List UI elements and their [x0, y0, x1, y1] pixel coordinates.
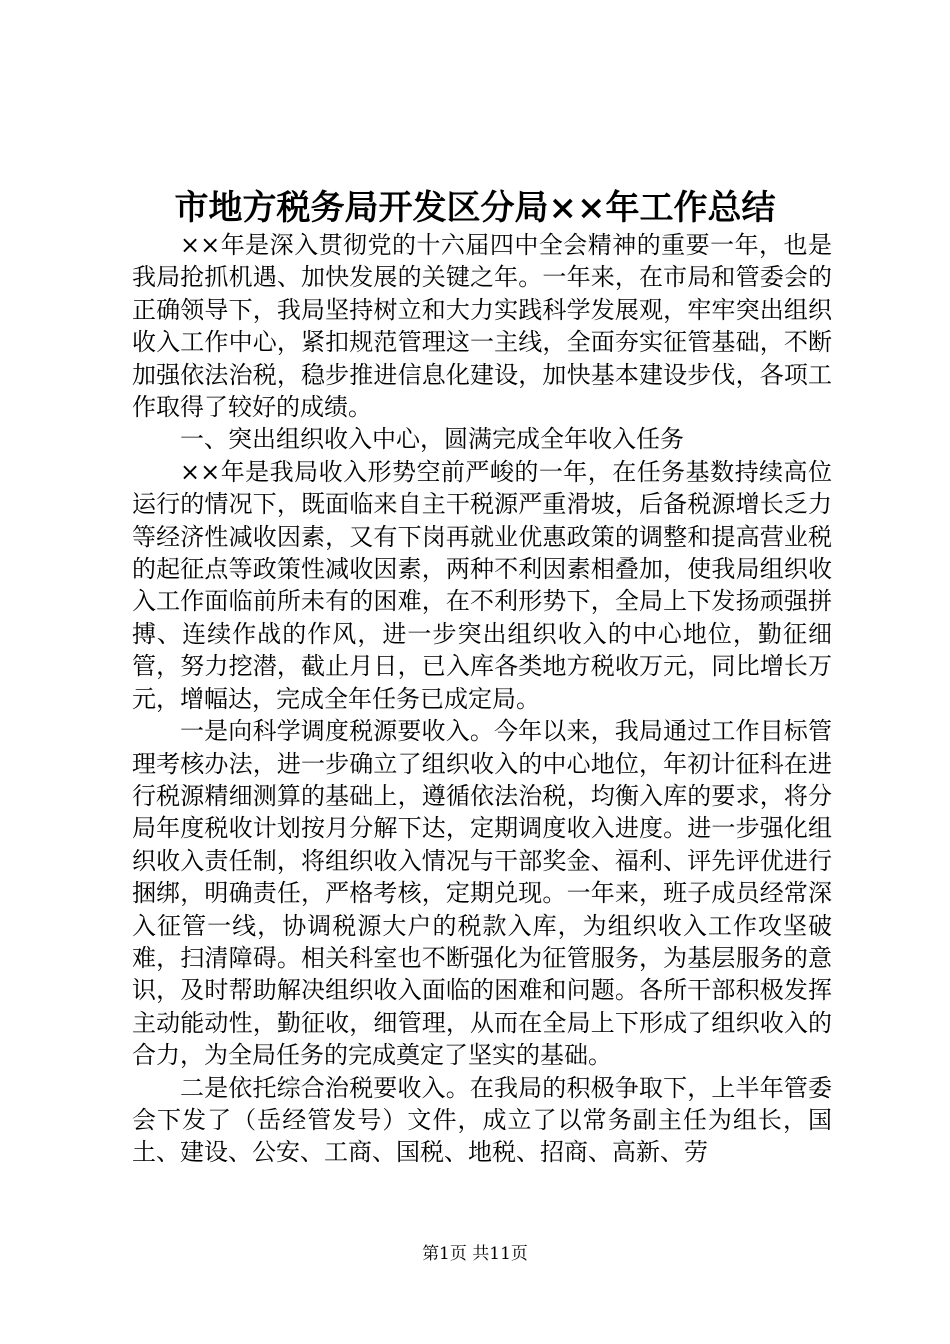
document-body — [132, 229, 832, 1169]
paragraph-revenue-overview: ××年是我局收入形势空前严峻的一年，在任务基数持续高位运行的情况下，既面临来自主干税源严重滑坡，后备税源增长乏力等经济性减收因素，又有下岗再就业优惠政策的调整和提高营业税的起征点等政策性减收因素，两种不利因素相叠加，使我局组织收入工作面临前所未有的困难，在不利形势下，全局上下发扬顽强拼搏、连续作战的作风，进一步突出组织收入的中心地位，勤征细管，努力挖潜，截止月日，已入库各类地方税收万元，同比增长万元，增幅达，完成全年任务已成定局。 — [132, 457, 832, 713]
page-footer: 第1页 共11页 — [422, 1244, 528, 1264]
document-title: 市地方税务局开发区分局××年工作总结 — [174, 188, 776, 228]
paragraph-point-one: 一是向科学调度税源要收入。今年以来，我局通过工作目标管理考核办法，进一步确立了组织收入的中心地位，年初计征科在进行税源精细测算的基础上，遵循依法治税，均衡入库的要求，将分局年度税收计划按月分解下达，定期调度收入进度。进一步强化组织收入责任制，将组织收入情况与干部奖金、福利、评先评优进行捆绑，明确责任，严格考核，定期兑现。一年来，班子成员经常深入征管一线，协调税源大户的税款入库，为组织收入工作攻坚破难，扫清障碍。相关科室也不断强化为征管服务，为基层服务的意识，及时帮助解决组织收入面临的困难和问题。各所干部积极发挥主动能动性，勤征收，细管理，从而在全局上下形成了组织收入的合力，为全局任务的完成奠定了坚实的基础。 — [132, 717, 832, 1070]
paragraph-intro: ××年是深入贯彻党的十六届四中全会精神的重要一年，也是我局抢抓机遇、加快发展的关键之年。一年来，在市局和管委会的正确领导下，我局坚持树立和大力实践科学发展观，牢牢突出组织收入工作中心，紧扣规范管理这一主线，全面夯实征管基础，不断加强依法治税，稳步推进信息化建设，加快基本建设步伐，各项工作取得了较好的成绩。 — [132, 231, 832, 422]
section-heading-1: 一、突出组织收入中心，圆满完成全年收入任务 — [180, 425, 684, 454]
paragraph-point-two: 二是依托综合治税要收入。在我局的积极争取下，上半年管委会下发了（岳经管发号）文件，成立了以常务副主任为组长，国土、建设、公安、工商、国税、地税、招商、高新、劳 — [132, 1073, 832, 1167]
